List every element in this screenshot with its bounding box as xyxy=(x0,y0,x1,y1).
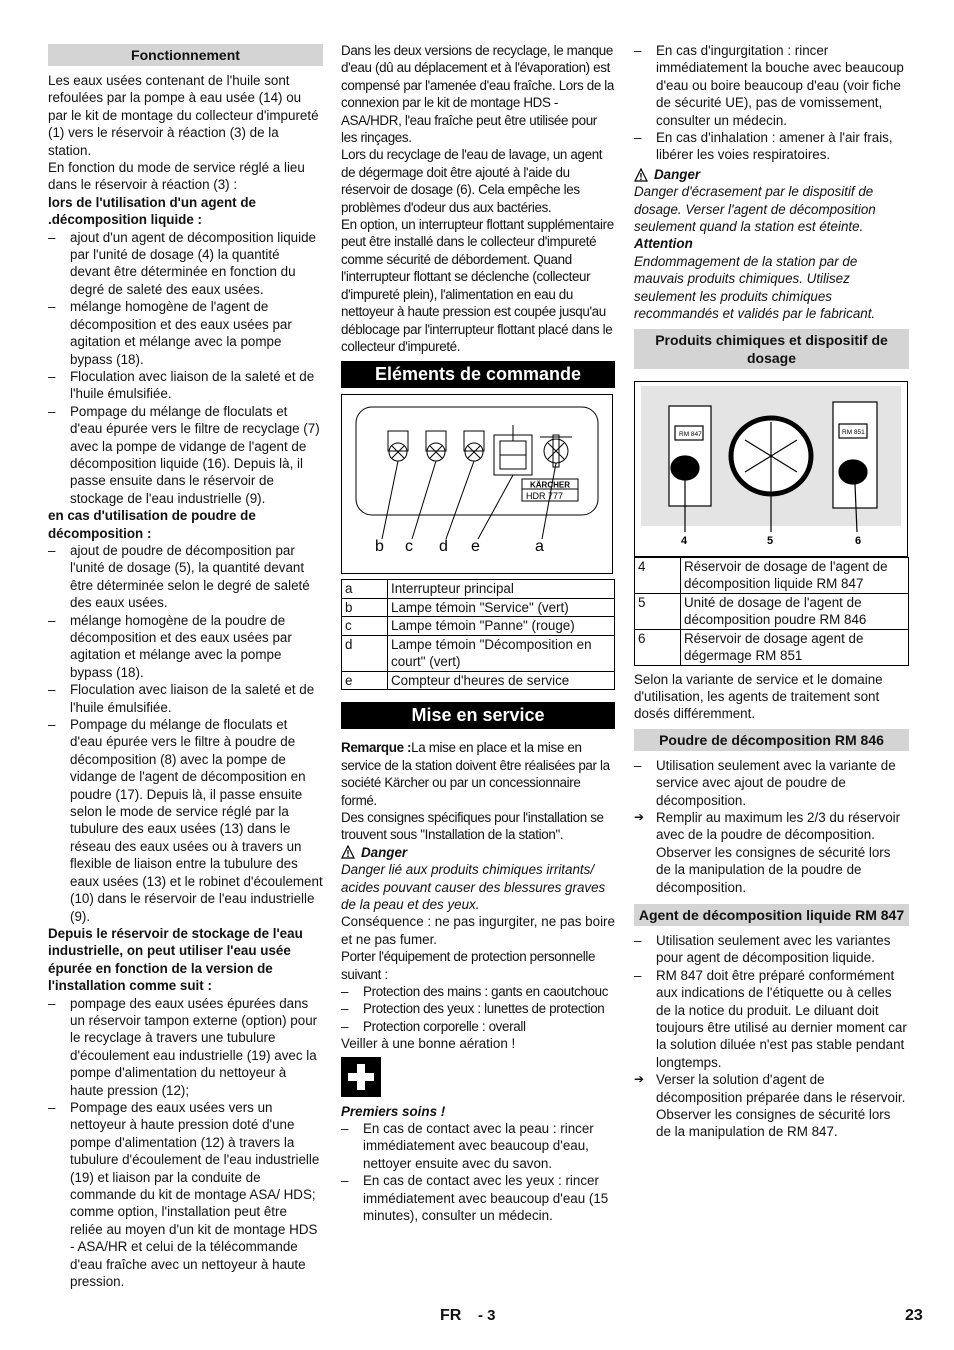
dosing-drawing xyxy=(635,382,907,556)
section-heading-chemicals: Produits chimiques et dispositif de dosage xyxy=(634,329,909,369)
legend-value: Interrupteur principal xyxy=(388,580,615,599)
section-heading-controls: Eléments de commande xyxy=(341,361,615,388)
label-c: c xyxy=(405,538,413,556)
instruction-item: ➔ Remplir au maximum les 2/3 du réservoir avec de la poudre de décomposition. Observer les consignes de sécurité lors de la manipulation de la poudre de décomposition. xyxy=(634,809,909,896)
section-heading-liquid: Agent de décomposition liquide RM 847 xyxy=(634,904,909,926)
paragraph: Dans les deux versions de recyclage, le manque d'eau (dû au déplacement et à l'évaporation) est compensé par l'amenée d'eau fraîche. Lors de la connexion par le kit de montage HDS - ASA/HDR, l'eau fraîche peut être utilisée pour les rinçages. xyxy=(341,43,615,146)
table-row xyxy=(342,635,615,671)
list-item: – Protection corporelle : overall xyxy=(341,1018,615,1035)
legend-value: Lampe témoin "Service" (vert) xyxy=(388,598,615,617)
paragraph: Selon la variante de service et le domaine d'utilisation, les agents de traitement sont dosés différemment. xyxy=(634,671,883,722)
danger-title: Danger xyxy=(654,166,701,182)
list-item: – mélange homogène de la poudre de décomposition et des eaux usées par agitation et mélange avec la pompe bypass (18). xyxy=(48,612,323,682)
paragraph: Veiller à une bonne aération ! xyxy=(341,1036,516,1052)
table-row xyxy=(342,671,615,690)
list-item: – RM 847 doit être préparé conformément aux indications de l'étiquette ou à celles de la notice du produit. Le diluant doit toujours être utilisé au dernier moment car la solution diluée n'est pas stable pendant longtemps. xyxy=(634,967,909,1071)
list-item: – Floculation avec liaison de la saleté et de l'huile émulsifiée. xyxy=(48,368,323,403)
first-aid-title: Premiers soins ! xyxy=(341,1103,446,1119)
list-item: – Pompage des eaux usées vers un nettoyeur à haute pression doté d'une pompe d'alimentation (12) à travers la tubulure d'écoulement de l'eau industrielle (19) et liaison par la conduite de commande du kit de montage ASA/ HDS; xyxy=(48,1099,323,1203)
legend-key: d xyxy=(342,635,388,671)
legend-key: a xyxy=(342,580,388,599)
list-item: – Pompage du mélange de floculats et d'eau épurée vers le filtre à poudre de décomposition (8) avec la pompe de vidange de l'agent de décomposition en poudre (17). Depuis là, il passe ensuite selon le mode de service réglé par la tubulure des eaux usées (13) dans le réseau des eaux usées ou à travers un flexible de liaison entre la tubulure des eaux usées (13) et le robinet d'écoulement (10) dans le réservoir de l'eau industrielle (9). xyxy=(48,716,323,925)
list-item: – Floculation avec liaison de la saleté et de l'huile émulsifiée. xyxy=(48,681,323,716)
table-row xyxy=(342,580,615,599)
table-row xyxy=(635,557,909,593)
list-item: – Protection des yeux : lunettes de protection xyxy=(341,1000,615,1017)
list-item: – Pompage du mélange de floculats et d'eau épurée vers le filtre de recyclage (7) avec la pompe de vidange de l'agent de décomposition liquide (16). Depuis là, il passe ensuite dans le réservoir de stockage de l'eau industrielle (9). xyxy=(48,403,323,507)
warning-icon xyxy=(634,168,648,182)
legend-value: Compteur d'heures de service xyxy=(388,671,615,690)
column-3 xyxy=(634,42,909,1141)
instruction-item: ➔ Verser la solution d'agent de décomposition préparée dans le réservoir. Observer les consignes de sécurité lors de la manipulation de RM 847. xyxy=(634,1071,909,1141)
footer-page-number: 23 xyxy=(905,1307,923,1324)
remark-label: Remarque : xyxy=(341,740,412,756)
legend-value: Lampe témoin "Décomposition en court" (vert) xyxy=(388,635,615,671)
control-panel-drawing xyxy=(342,395,612,573)
list-item: – ajout d'un agent de décomposition liquide par l'unité de dosage (4) la quantité devant être déterminée en fonction du degré de saleté des eaux usées. xyxy=(48,229,323,299)
list-item-continuation: comme option, l'installation peut être reliée au moyen d'un kit de montage HDS - ASA/HR et celui de la télécommande d'eau fraîche avec un nettoyeur à haute pression. xyxy=(70,1204,318,1290)
table-row xyxy=(342,617,615,636)
tank-label-right: RM 851 xyxy=(842,428,865,436)
legend-value: Unité de dosage de l'agent de décomposition poudre RM 846 xyxy=(681,593,909,629)
paragraph: Conséquence : ne pas ingurgiter, ne pas boire et ne pas fumer. xyxy=(341,914,615,947)
model-label: HDR 777 xyxy=(526,491,564,502)
table-row xyxy=(635,629,909,665)
attention-text: Endommagement de la station par de mauvais produits chimiques. Utilisez seulement les produits chimiques recommandés et validés par le fabricant. xyxy=(634,253,876,322)
first-aid-cross-icon xyxy=(341,1057,381,1097)
footer-local-page: - 3 xyxy=(478,1307,496,1324)
list-item: – Protection des mains : gants en caoutchouc xyxy=(341,983,615,1000)
control-panel-figure xyxy=(341,394,613,574)
list-item: – En cas de contact avec la peau : rincer immédiatement avec beaucoup d'eau, nettoyer ensuite avec du savon. xyxy=(341,1120,615,1172)
danger-text: Danger lié aux produits chimiques irritants/ acides pouvant causer des blessures graves de la peau et des yeux. xyxy=(341,862,606,912)
controls-legend-table xyxy=(341,579,615,690)
legend-value: Lampe témoin "Panne" (rouge) xyxy=(388,617,615,636)
paragraph: Porter l'équipement de protection personnelle suivant : xyxy=(341,949,596,982)
danger-text: Danger d'écrasement par le dispositif de dosage. Verser l'agent de décomposition seulement quand la station est éteinte. xyxy=(634,184,876,235)
column-1 xyxy=(48,42,323,1290)
list-item: – En cas de contact avec les yeux : rincer immédiatement avec beaucoup d'eau (15 minutes), consulter un médecin. xyxy=(341,1172,615,1224)
section-heading-service: Mise en service xyxy=(341,702,615,729)
paragraph: En option, un interrupteur flottant supplémentaire peut être installé dans le collecteur d'impureté comme sécurité de débordement. Quand l'interrupteur flottant se déclenche (collecteur d'impureté plein), l'alimentation en eau du nettoyeur à haute pression est coupée jusqu'au déblocage par l'interrupteur flottant placé dans le collecteur d'impureté. xyxy=(341,217,614,354)
figure-label-5: 5 xyxy=(767,534,774,547)
brand-label: KÄRCHER xyxy=(530,480,570,490)
warning-icon xyxy=(341,845,355,859)
legend-key: e xyxy=(342,671,388,690)
danger-title: Danger xyxy=(361,844,408,860)
subheading-powder: en cas d'utilisation de poudre de décomposition : xyxy=(48,508,256,541)
subheading-storage: Depuis le réservoir de stockage de l'eau industrielle, on peut utiliser l'eau usée épurée en fonction de la version de l'installation comme suit : xyxy=(48,925,303,994)
attention-title: Attention xyxy=(634,236,693,252)
legend-key: 5 xyxy=(635,593,681,629)
legend-key: 4 xyxy=(635,557,681,593)
legend-key: 6 xyxy=(635,629,681,665)
legend-key: c xyxy=(342,617,388,636)
dosing-figure xyxy=(634,381,908,557)
remark-text: La mise en place et la mise en service de la station doivent être réalisées par la société Kärcher ou par un concessionnaire formé. xyxy=(341,740,610,808)
table-row xyxy=(342,598,615,617)
figure-label-6: 6 xyxy=(855,534,862,547)
remark-paragraph xyxy=(341,739,615,809)
list-item: – En cas d'ingurgitation : rincer immédiatement la bouche avec beaucoup d'eau ou boire beaucoup d'eau (voir fiche de sécurité UE), pas de vomissement, consulter un médecin. xyxy=(634,42,909,129)
label-d: d xyxy=(439,538,448,556)
paragraph-mode: En fonction du mode de service réglé a lieu dans le réservoir à réaction (3) : xyxy=(48,160,305,193)
list-item: – Utilisation seulement avec les variantes pour agent de décomposition liquide. xyxy=(634,932,909,967)
list-item: – ajout de poudre de décomposition par l'unité de dosage (5), la quantité devant être déterminée selon le degré de saleté des eaux usées. xyxy=(48,542,323,612)
section-heading-powder: Poudre de décomposition RM 846 xyxy=(634,729,909,751)
label-a: a xyxy=(535,538,544,556)
danger-heading xyxy=(634,166,909,183)
list-item: – mélange homogène de l'agent de décomposition et des eaux usées par agitation et mélange avec la pompe bypass (18). xyxy=(48,298,323,368)
list-item: – pompage des eaux usées épurées dans un réservoir tampon externe (option) pour le recyclage à travers une tubulure d'écoulement eau industrielle (19) avec la pompe d'alimentation du nettoyeur à haute pression (12); xyxy=(48,995,323,1099)
subheading-liquid: lors de l'utilisation d'un agent de .décomposition liquide : xyxy=(48,194,256,228)
label-b: b xyxy=(375,538,384,556)
table-row xyxy=(635,593,909,629)
paragraph: Lors du recyclage de l'eau de lavage, un agent de dégermage doit être ajouté à l'aide du réservoir de dosage (6). Cela empêche les problèmes d'odeur dus aux bactéries. xyxy=(341,147,603,215)
figure-label-4: 4 xyxy=(681,534,688,547)
paragraph: Des consignes spécifiques pour l'installation se trouvent sous "Installation de la station". xyxy=(341,809,604,843)
footer-language: FR xyxy=(440,1307,462,1324)
paragraph-intro: Les eaux usées contenant de l'huile sont refoulées par la pompe à eau usée (14) ou par le kit de montage du collecteur d'impureté (1) vers le réservoir à réaction (3) de la station. xyxy=(48,73,319,158)
section-heading-fonctionnement: Fonctionnement xyxy=(48,44,323,66)
danger-heading xyxy=(341,844,615,861)
tank-label-left: RM 847 xyxy=(679,430,702,438)
list-item: – En cas d'inhalation : amener à l'air frais, libérer les voies respiratoires. xyxy=(634,129,909,164)
chemicals-legend-table xyxy=(634,557,909,666)
column-2 xyxy=(341,42,615,1224)
legend-value: Réservoir de dosage agent de dégermage RM 851 xyxy=(681,629,909,665)
legend-value: Réservoir de dosage de l'agent de décomposition liquide RM 847 xyxy=(681,557,909,593)
legend-key: b xyxy=(342,598,388,617)
label-e: e xyxy=(471,538,480,556)
list-item: – Utilisation seulement avec la variante de service avec ajout de poudre de décomposition. xyxy=(634,757,909,809)
